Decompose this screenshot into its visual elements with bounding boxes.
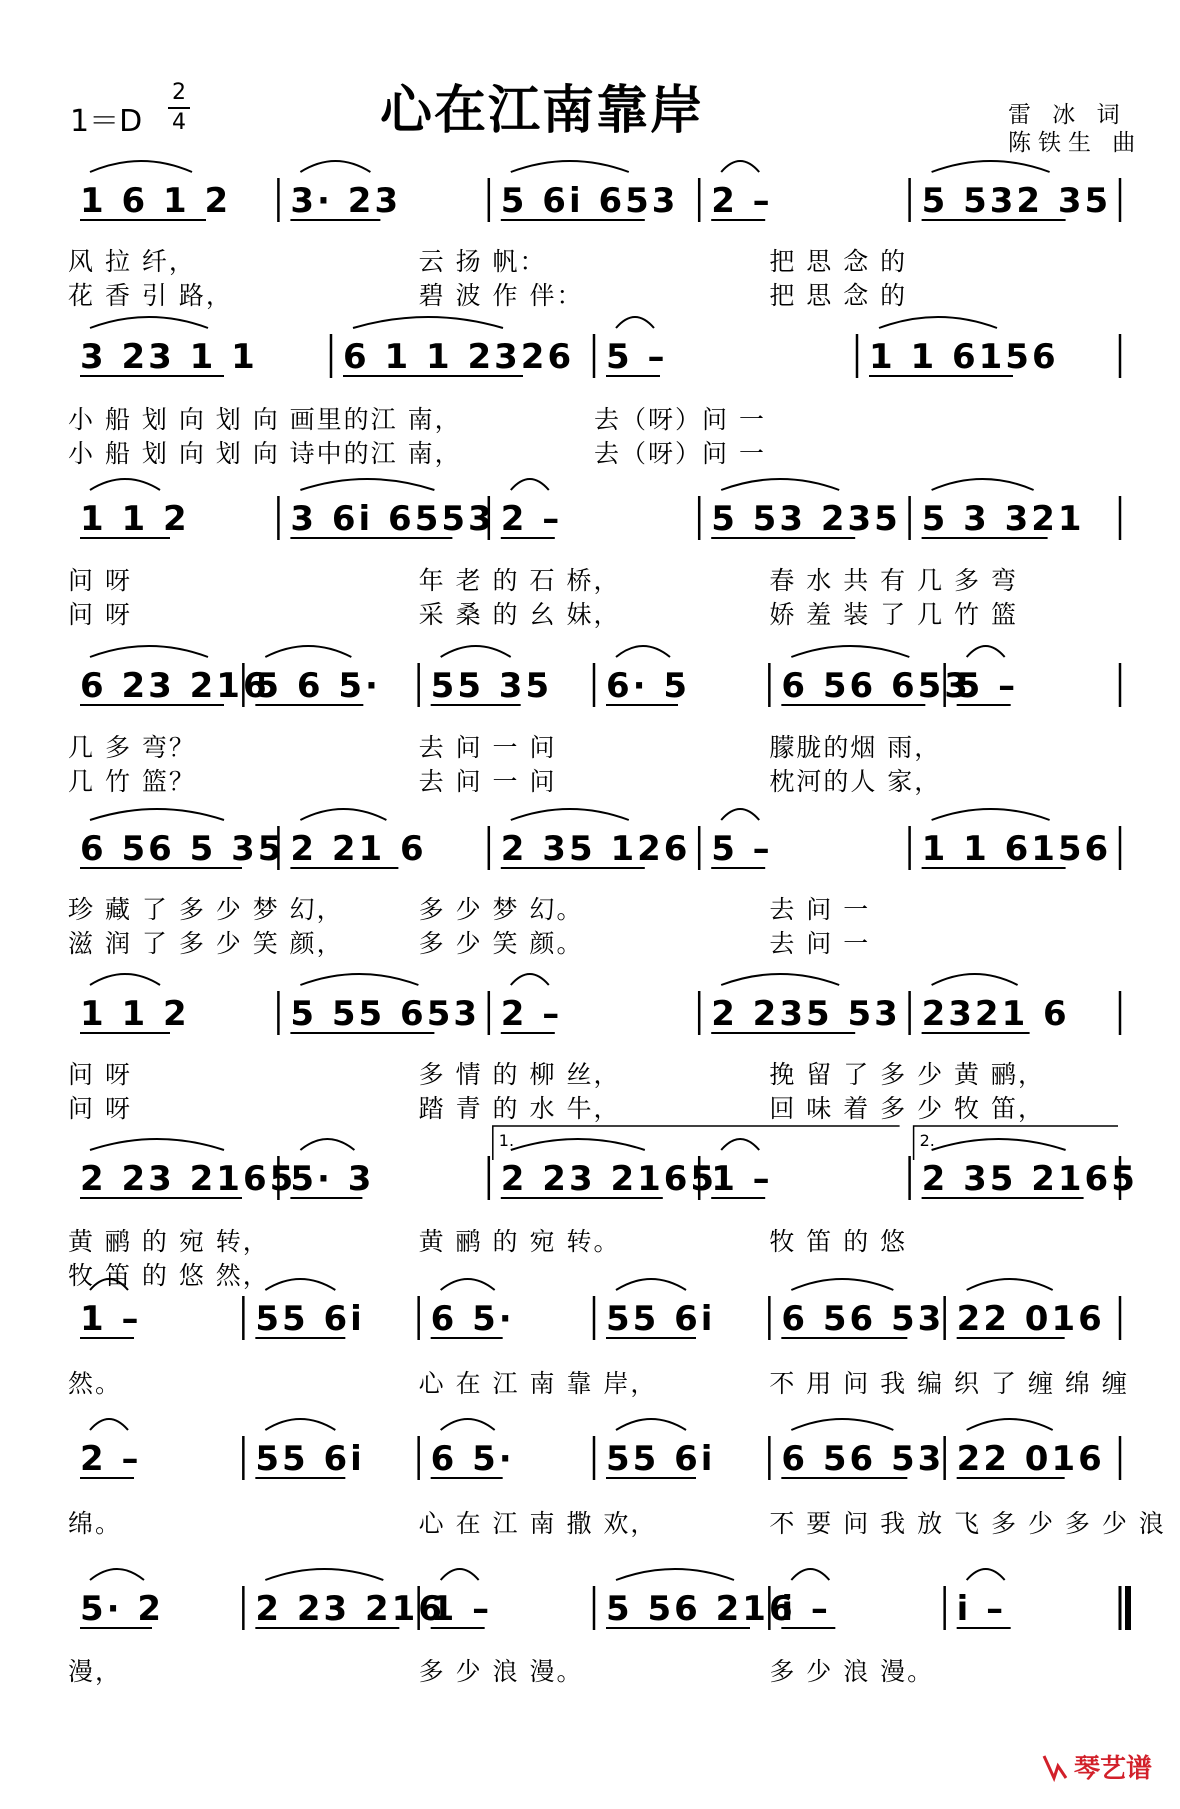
measure-notes: 1 – [711, 1159, 773, 1199]
lyric-line-2: 问 呀 [68, 600, 132, 629]
lyric-line-1: 漫， [68, 1657, 123, 1686]
lyric-line-1: 小 船 划 向 划 向 画里的江 南， [68, 405, 462, 434]
lyric-line-2: 踏 青 的 水 牛， [418, 1094, 621, 1123]
lyric-line-2: 枕河的人 家， [769, 767, 942, 796]
measure-notes: 6 56 53 [781, 1299, 945, 1339]
lyric-line-1: 春 水 共 有 几 多 弯 [769, 566, 1019, 595]
slur-arc [90, 1139, 224, 1150]
lyric-line-1: 绵。 [68, 1509, 123, 1538]
lyric-line-1: 心 在 江 南 靠 岸， [418, 1369, 658, 1398]
measure-notes: 5· 3 [290, 1159, 375, 1199]
measure-notes: 5 – [956, 666, 1019, 706]
slur-arc [90, 479, 160, 490]
lyric-line-1: 不 要 问 我 放 飞 多 少 多 少 浪 [769, 1509, 1166, 1538]
lyric-line-2: 采 桑 的 幺 妹， [418, 600, 621, 629]
measure-notes: 2 23 2165 [80, 1159, 297, 1199]
measure-notes: 5 55 653 [290, 994, 481, 1034]
measure-notes: 2 – [500, 994, 563, 1034]
lyric-line-2: 小 船 划 向 划 向 诗中的江 南， [68, 439, 462, 468]
lyric-line-2: 把 思 念 的 [769, 281, 908, 310]
slur-arc [616, 1569, 734, 1580]
measure-notes: 1 1 6156 [869, 337, 1059, 377]
measure-notes: 55 6i [255, 1439, 365, 1479]
slur-arc [441, 1419, 495, 1430]
slur-arc [90, 974, 160, 985]
measure-notes: 2 – [80, 1439, 142, 1479]
lyric-line-1: 去 问 一 问 [418, 733, 557, 762]
slur-arc [265, 1419, 335, 1430]
measure-notes: 6 1 1 2326 [343, 337, 575, 377]
slur-arc [721, 479, 839, 490]
measure-notes: 2321 6 [921, 994, 1070, 1034]
slur-arc [721, 161, 759, 172]
slur-arc [967, 1419, 1053, 1430]
slur-arc [791, 1279, 893, 1290]
slur-arc [932, 479, 1034, 490]
slur-arc [932, 1139, 1066, 1150]
slur-arc [90, 809, 224, 820]
song-title: 心在江南靠岸 [380, 81, 705, 141]
lyric-line-1: 朦胧的烟 雨， [769, 733, 942, 762]
time-denominator: 4 [172, 110, 186, 135]
measure-notes: 2 – [711, 181, 773, 221]
measure-notes: 5 532 35 [921, 181, 1112, 221]
measure-notes: 1 – [430, 1589, 493, 1629]
lyric-line-2: 牧 笛 的 悠 然， [68, 1261, 270, 1290]
measure-notes: 2 235 53 [711, 994, 901, 1034]
measure-notes: i – [956, 1589, 1007, 1629]
measure-notes: 5 – [711, 829, 773, 869]
lyric-line-2: 去 问 一 [769, 929, 871, 958]
lyric-line-1: 把 思 念 的 [769, 247, 908, 276]
slur-arc [511, 479, 549, 490]
measure-notes: 6· 5 [606, 666, 691, 706]
lyric-line-1: 牧 笛 的 悠 [769, 1227, 908, 1256]
measure-notes: 55 35 [430, 666, 553, 706]
lyric-line-2: 碧 波 作 伴： [418, 281, 584, 310]
lyric-line-1: 心 在 江 南 撒 欢， [418, 1509, 658, 1538]
slur-arc [300, 479, 434, 490]
measure-notes: 6 23 216 [80, 666, 270, 706]
lyric-line-1: 多 少 浪 漫。 [769, 1657, 935, 1686]
measure-notes: 55 6i [255, 1299, 365, 1339]
slur-arc [511, 974, 549, 985]
slur-arc [616, 1419, 686, 1430]
measure-notes: 2 – [500, 499, 563, 539]
lyric-line-1: 黄 鹂 的 宛 转。 [418, 1227, 621, 1256]
lyric-line-1: 多 情 的 柳 丝， [418, 1060, 621, 1089]
slur-arc [90, 1569, 144, 1580]
time-numerator: 2 [172, 80, 186, 105]
lyric-line-1: 珍 藏 了 多 少 梦 幻， [68, 895, 344, 924]
lyric-line-1: 不 用 问 我 编 织 了 缠 绵 缠 [769, 1369, 1129, 1398]
measure-notes: i – [781, 1589, 831, 1629]
slur-arc [265, 1569, 383, 1580]
measure-notes: 1 1 2 [80, 499, 190, 539]
slur-arc [967, 646, 1005, 657]
lyric-line-2: 多 少 笑 颜。 [418, 929, 584, 958]
watermark-text: 琴艺谱 [1074, 1754, 1153, 1784]
lyric-line-1: 去 问 一 [769, 895, 871, 924]
slur-arc [300, 974, 418, 985]
slur-arc [932, 161, 1050, 172]
lyric-line-1: 年 老 的 石 桥， [418, 566, 621, 595]
lyric-line-2: 花 香 引 路， [68, 281, 233, 310]
lyric-line-2: 回 味 着 多 少 牧 笛， [769, 1094, 1046, 1123]
measure-notes: 6 5· [430, 1299, 515, 1339]
volta-2-bracket [914, 1126, 1118, 1160]
measure-notes: 5 3 321 [921, 499, 1085, 539]
measure-notes: 2 23 2165 [500, 1159, 718, 1199]
slur-arc [791, 646, 909, 657]
slur-arc [616, 1279, 686, 1290]
measure-notes: 2 23 216 [255, 1589, 445, 1629]
measure-notes: 5 6i 653 [500, 181, 679, 221]
slur-arc [441, 1569, 479, 1580]
measure-notes: 3 23 1 1 [80, 337, 258, 377]
slur-arc [90, 646, 208, 657]
lyric-line-2: 滋 润 了 多 少 笑 颜， [68, 929, 344, 958]
lyric-line-1: 问 呀 [68, 566, 132, 595]
measure-notes: 5 6 5· [255, 666, 381, 706]
lyric-line-2: 去 问 一 问 [418, 767, 557, 796]
slur-arc [511, 1139, 645, 1150]
lyric-line-2: 去（呀）问 一 [594, 439, 766, 468]
measure-notes: 6 56 53 [781, 1439, 945, 1479]
slur-arc [967, 1279, 1053, 1290]
measure-notes: 6 5· [430, 1439, 515, 1479]
lyric-line-1: 多 少 梦 幻。 [418, 895, 584, 924]
lyric-line-1: 黄 鹂 的 宛 转， [68, 1227, 270, 1256]
slur-arc [721, 1139, 759, 1150]
slur-arc [300, 1139, 354, 1150]
slur-arc [932, 974, 1018, 985]
measure-notes: 55 6i [606, 1299, 716, 1339]
volta-1-label: 1. [498, 1131, 515, 1150]
slur-arc [300, 809, 386, 820]
lyric-line-1: 多 少 浪 漫。 [418, 1657, 584, 1686]
lyricist-credit: 雷 冰 词 [1008, 102, 1127, 128]
slur-arc [721, 809, 759, 820]
composer-credit: 陈铁生 曲 [1008, 130, 1143, 156]
watermark-logo [1040, 1748, 1152, 1785]
slur-arc [511, 161, 629, 172]
lyric-line-1: 去（呀）问 一 [594, 405, 766, 434]
slur-arc [791, 1569, 829, 1580]
measure-notes: 1 1 2 [80, 994, 190, 1034]
lyric-line-1: 几 多 弯？ [68, 733, 196, 762]
measure-notes: 22 016 [956, 1299, 1105, 1339]
lyric-line-1: 挽 留 了 多 少 黄 鹂， [769, 1060, 1046, 1089]
measure-notes: 3 6i 6553 [290, 499, 495, 539]
measure-notes: 1 – [80, 1299, 142, 1339]
measure-notes: 1 1 6156 [921, 829, 1112, 869]
slur-arc [791, 1419, 893, 1430]
slur-arc [441, 646, 511, 657]
lyric-line-2: 几 竹 篮？ [68, 767, 196, 796]
measure-notes: 1 6 1 2 [80, 181, 232, 221]
slur-arc [967, 1569, 1005, 1580]
lyric-line-1: 风 拉 纤， [68, 247, 196, 276]
volta-1-bracket [493, 1126, 900, 1160]
measure-notes: 6 56 5 35 [80, 829, 285, 869]
slur-arc [265, 1279, 335, 1290]
slur-arc [441, 1279, 495, 1290]
slur-arc [353, 317, 503, 328]
measure-notes: 5· 2 [80, 1589, 165, 1629]
slur-arc [90, 161, 192, 172]
measure-notes: 2 35 2165 [921, 1159, 1138, 1199]
measure-notes: 22 016 [956, 1439, 1105, 1479]
lyric-line-2: 娇 羞 装 了 几 竹 篮 [769, 600, 1019, 629]
lyric-line-1: 云 扬 帆： [418, 247, 547, 276]
slur-arc [90, 317, 208, 328]
key-signature: 1＝D [70, 104, 143, 139]
slur-arc [616, 646, 670, 657]
lyric-line-2: 问 呀 [68, 1094, 132, 1123]
measure-notes: 3· 23 [290, 181, 402, 221]
measure-notes: 5 – [606, 337, 668, 377]
slur-arc [511, 809, 629, 820]
slur-arc [265, 646, 351, 657]
measure-notes: 5 53 235 [711, 499, 901, 539]
measure-notes: 5 56 216 [606, 1589, 796, 1629]
volta-2-label: 2. [919, 1131, 935, 1150]
slur-arc [721, 974, 839, 985]
lyric-line-1: 问 呀 [68, 1060, 132, 1089]
measure-notes: 2 21 6 [290, 829, 427, 869]
slur-arc [879, 317, 997, 328]
measure-notes: 2 35 126 [500, 829, 691, 869]
slur-arc [300, 161, 370, 172]
measure-notes: 55 6i [606, 1439, 716, 1479]
slur-arc [90, 1419, 128, 1430]
slur-arc [616, 317, 654, 328]
note-logo-icon [1040, 1752, 1070, 1782]
measure-notes: 6 56 653 [781, 666, 971, 706]
slur-arc [932, 809, 1050, 820]
lyric-line-1: 然。 [68, 1369, 123, 1398]
